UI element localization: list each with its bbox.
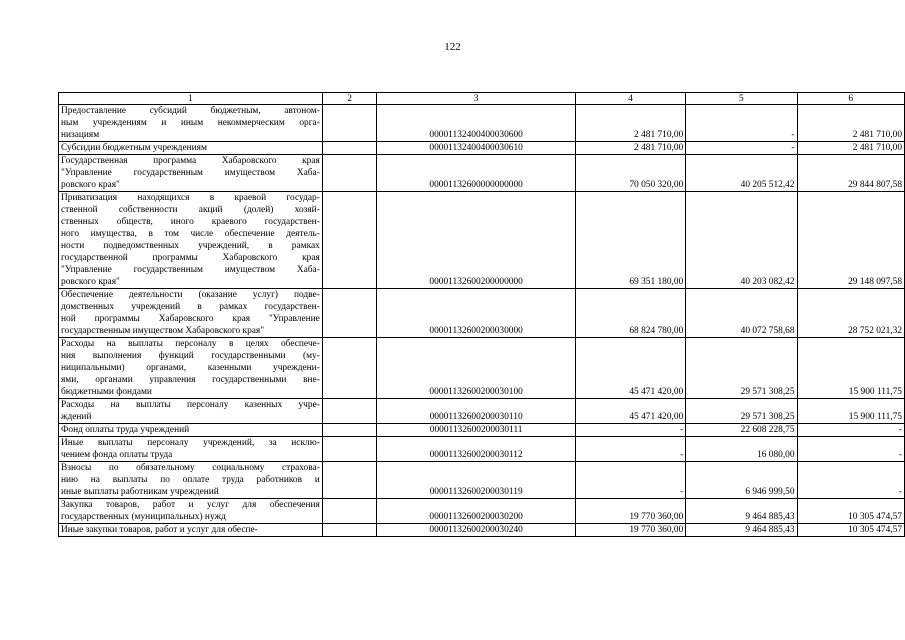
row-code: 00001132600200000000: [377, 192, 576, 289]
description-line: нию на выплаты по оплате труда работников и: [61, 475, 320, 485]
description-line: ния выполнения функций государственными (му-: [61, 351, 320, 361]
row-description: [59, 289, 323, 338]
description-line: бюджетными фондами: [61, 387, 152, 397]
row-value-col6: 15 900 111,75: [797, 338, 904, 399]
row-value-col4: -: [575, 424, 685, 437]
row-code: 00001132600200030119: [377, 462, 576, 499]
row-description: [59, 524, 323, 537]
table-row: [59, 338, 905, 399]
row-value-col4: 70 050 320,00: [575, 155, 685, 192]
column-header-5: 5: [686, 93, 797, 105]
row-value-col4: 45 471 420,00: [575, 399, 685, 424]
description-line: "Управление государственным имуществом Хаба-: [61, 168, 320, 178]
row-description: [59, 338, 323, 399]
description-line: ности подведомственных учреждений, в рамках: [61, 241, 320, 251]
description-line: низациям: [61, 130, 100, 140]
row-value-col5: 22 608 228,75: [686, 424, 797, 437]
row-description: [59, 424, 323, 437]
description-line: Взносы по обязательному социальному страхова-: [61, 463, 320, 473]
row-value-col5: 29 571 308,25: [686, 399, 797, 424]
row-value-col4: 2 481 710,00: [575, 142, 685, 155]
row-col2: [322, 524, 376, 537]
table-body: [59, 93, 905, 537]
row-col2: [322, 399, 376, 424]
row-col2: [322, 105, 376, 142]
row-col2: [322, 192, 376, 289]
row-col2: [322, 338, 376, 399]
column-number-row: [59, 93, 905, 105]
row-value-col4: -: [575, 437, 685, 462]
row-value-col6: -: [797, 437, 904, 462]
row-value-col4: 19 770 360,00: [575, 524, 685, 537]
row-description: [59, 462, 323, 499]
table-row: [59, 424, 905, 437]
row-value-col4: 69 351 180,00: [575, 192, 685, 289]
row-value-col6: 29 148 097,58: [797, 192, 904, 289]
row-code: 00001132600200030111: [377, 424, 576, 437]
description-line: Иные закупки товаров, работ и услуг для обеспе-: [61, 525, 258, 535]
row-code: 00001132400400030610: [377, 142, 576, 155]
description-line: Обеспечение деятельности (оказание услуг) подве-: [61, 290, 320, 300]
description-line: "Управление государственным имуществом Хаба-: [61, 265, 320, 275]
column-header-3: 3: [377, 93, 576, 105]
row-value-col5: 6 946 999,50: [686, 462, 797, 499]
row-col2: [322, 499, 376, 524]
description-line: Субсидии бюджетным учреждениям: [61, 143, 207, 153]
row-description: [59, 437, 323, 462]
row-value-col5: 40 072 758,68: [686, 289, 797, 338]
row-value-col5: 16 080,00: [686, 437, 797, 462]
description-line: Государственная программа Хабаровского края: [61, 156, 320, 166]
row-value-col5: -: [686, 105, 797, 142]
row-description: [59, 192, 323, 289]
row-value-col6: 10 305 474,57: [797, 524, 904, 537]
row-value-col5: 40 205 512,42: [686, 155, 797, 192]
row-col2: [322, 437, 376, 462]
row-value-col5: 29 571 308,25: [686, 338, 797, 399]
row-col2: [322, 424, 376, 437]
table-row: [59, 462, 905, 499]
row-description: [59, 105, 323, 142]
row-description: [59, 155, 323, 192]
row-value-col6: 2 481 710,00: [797, 105, 904, 142]
description-line: ственной собственности акций (долей) хозяй-: [61, 205, 320, 215]
column-header-6: 6: [797, 93, 904, 105]
row-value-col6: 15 900 111,75: [797, 399, 904, 424]
budget-table: [58, 92, 905, 537]
row-code: 00001132400400030600: [377, 105, 576, 142]
description-line: Расходы на выплаты персоналу казенных учре-: [61, 400, 320, 410]
description-line: ным учреждениям и иным некоммерческим орга-: [61, 118, 320, 128]
description-line: ниципальными) органами, казенными учреждени-: [61, 363, 320, 373]
row-value-col5: 9 464 885,43: [686, 499, 797, 524]
row-col2: [322, 142, 376, 155]
row-value-col5: 40 203 082,42: [686, 192, 797, 289]
description-line: ной программы Хабаровского края "Управление: [61, 314, 320, 324]
row-code: 00001132600200030110: [377, 399, 576, 424]
row-value-col4: 68 824 780,00: [575, 289, 685, 338]
description-line: государственных (муниципальных) нужд: [61, 512, 226, 522]
row-value-col6: -: [797, 424, 904, 437]
column-header-2: 2: [322, 93, 376, 105]
row-code: 00001132600200030000: [377, 289, 576, 338]
table-row: [59, 289, 905, 338]
page-number: 122: [444, 41, 461, 53]
row-description: [59, 142, 323, 155]
description-line: домственных учреждений в рамках государствен-: [61, 302, 320, 312]
description-line: чением фонда оплаты труда: [61, 450, 173, 460]
table-row: [59, 437, 905, 462]
row-value-col6: 2 481 710,00: [797, 142, 904, 155]
table-row: [59, 399, 905, 424]
row-value-col6: -: [797, 462, 904, 499]
column-header-4: 4: [575, 93, 685, 105]
row-value-col5: -: [686, 142, 797, 155]
row-description: [59, 499, 323, 524]
description-line: государственной программы Хабаровского края: [61, 253, 320, 263]
description-line: государственным имуществом Хабаровского края": [61, 326, 265, 336]
row-value-col6: 10 305 474,57: [797, 499, 904, 524]
row-value-col4: 45 471 420,00: [575, 338, 685, 399]
row-value-col4: 2 481 710,00: [575, 105, 685, 142]
row-value-col4: 19 770 360,00: [575, 499, 685, 524]
table-row: [59, 524, 905, 537]
table-row: [59, 142, 905, 155]
description-line: Предоставление субсидий бюджетным, автоном-: [61, 106, 320, 116]
row-col2: [322, 462, 376, 499]
row-col2: [322, 289, 376, 338]
description-line: Иные выплаты персоналу учреждений, за исклю-: [61, 438, 320, 448]
description-line: ждений: [61, 412, 92, 422]
description-line: ями, органами управления государственными вне-: [61, 375, 320, 385]
row-code: 00001132600200030112: [377, 437, 576, 462]
description-line: Закупка товаров, работ и услуг для обеспечения: [61, 500, 320, 510]
row-code: 00001132600000000000: [377, 155, 576, 192]
row-code: 00001132600200030240: [377, 524, 576, 537]
description-line: ственных обществ, иного краевого государствен-: [61, 217, 320, 227]
row-code: 00001132600200030100: [377, 338, 576, 399]
description-line: Приватизация находящихся в краевой государ-: [61, 193, 320, 203]
description-line: ного имущества, в том числе обеспечение деятель-: [61, 229, 320, 239]
table-row: [59, 155, 905, 192]
table-row: [59, 192, 905, 289]
table-row: [59, 499, 905, 524]
row-description: [59, 399, 323, 424]
description-line: Фонд оплаты труда учреждений: [61, 425, 190, 435]
row-value-col6: 29 844 807,58: [797, 155, 904, 192]
row-code: 00001132600200030200: [377, 499, 576, 524]
row-value-col6: 28 752 021,32: [797, 289, 904, 338]
description-line: Расходы на выплаты персоналу в целях обеспече-: [61, 339, 320, 349]
description-line: ровского края": [61, 277, 120, 287]
column-header-1: 1: [59, 93, 323, 105]
row-col2: [322, 155, 376, 192]
row-value-col4: -: [575, 462, 685, 499]
table-row: [59, 105, 905, 142]
row-value-col5: 9 464 885,43: [686, 524, 797, 537]
description-line: ровского края": [61, 180, 120, 190]
description-line: иные выплаты работникам учреждений: [61, 487, 219, 497]
